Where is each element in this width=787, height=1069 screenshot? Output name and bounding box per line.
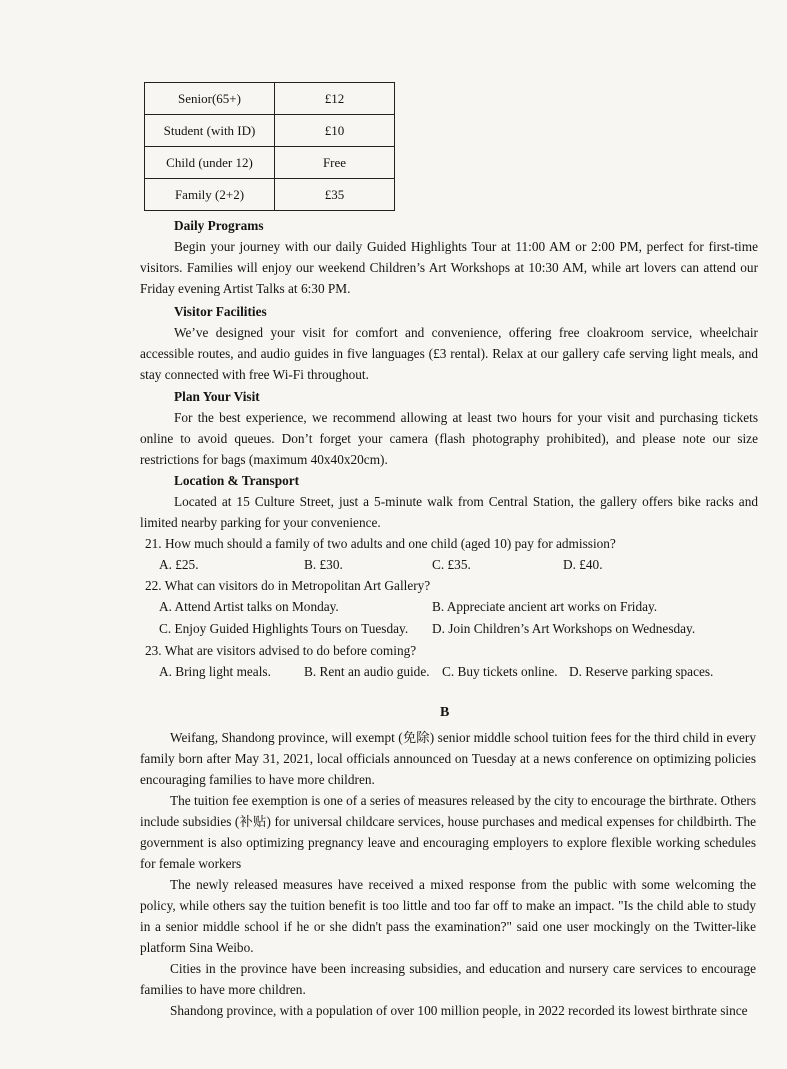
section-b-paragraph: Cities in the province have been increasing subsidies, and education and nursery care services to encourage families to have more children. [140, 961, 756, 997]
price-value: £12 [275, 83, 395, 115]
location-heading: Location & Transport [174, 473, 300, 488]
daily-programs-text: Begin your journey with our daily Guided Highlights Tour at 11:00 AM or 2:00 PM, perfect for first-time visitors. Families will enjoy our weekend Children’s Art Workshops at 10:30 AM, while art lovers can attend our Friday evening Artist Talks at 6:30 PM. [140, 239, 758, 296]
section-b-paragraph: The newly released measures have received a mixed response from the public with some welcoming the policy, while others say the tuition benefit is too little and too far off to make an impact. "Is the child able to study in a senior middle school if he or she didn't pass the examination?" said one user mockingly on the Twitter-like platform Sina Weibo. [140, 877, 756, 955]
section-b-paragraph: Shandong province, with a population of over 100 million people, in 2022 recorded its lowest birthrate since [170, 1003, 748, 1018]
visitor-facilities-heading: Visitor Facilities [174, 304, 267, 319]
location-body [140, 491, 758, 533]
section-b-paragraph: The tuition fee exemption is one of a series of measures released by the city to encourage the birthrate. Others include subsidies (补贴) for universal childcare services, house purchases and medical expenses for childbirth. The government is also optimizing pregnancy leave and encouraging employers to explore flexible working schedules for female workers [140, 793, 756, 871]
location-text: Located at 15 Culture Street, just a 5-minute walk from Central Station, the gallery offers bike racks and limited nearby parking for your convenience. [140, 494, 758, 530]
option-22-a[interactable]: A. Attend Artist talks on Monday. [159, 599, 339, 614]
option-23-a[interactable]: A. Bring light meals. [159, 664, 271, 679]
question-23: 23. What are visitors advised to do before coming? [145, 643, 417, 658]
section-b-label: B [440, 705, 450, 720]
price-category: Student (with ID) [145, 115, 275, 147]
option-22-d[interactable]: D. Join Children’s Art Workshops on Wednesday. [432, 621, 696, 636]
table-row [145, 83, 395, 115]
price-category: Family (2+2) [145, 179, 275, 211]
option-23-c[interactable]: C. Buy tickets online. [442, 664, 558, 679]
table-row [145, 147, 395, 179]
price-category: Child (under 12) [145, 147, 275, 179]
section-b-body [140, 727, 756, 1021]
option-22-c[interactable]: C. Enjoy Guided Highlights Tours on Tuesday. [159, 621, 409, 636]
option-22-b[interactable]: B. Appreciate ancient art works on Friday. [432, 599, 658, 614]
plan-visit-heading: Plan Your Visit [174, 389, 260, 404]
question-22: 22. What can visitors do in Metropolitan Art Gallery? [145, 578, 431, 593]
option-21-d[interactable]: D. £40. [563, 557, 603, 572]
price-value: £10 [275, 115, 395, 147]
price-table [144, 82, 395, 211]
visitor-facilities-text: We’ve designed your visit for comfort and convenience, offering free cloakroom service, wheelchair accessible routes, and audio guides in five languages (£3 rental). Relax at our gallery cafe serving light meals, and stay connected with free Wi-Fi throughout. [140, 325, 758, 382]
price-category: Senior(65+) [145, 83, 275, 115]
price-value: Free [275, 147, 395, 179]
section-b-paragraph: Weifang, Shandong province, will exempt (免除) senior middle school tuition fees for the third child in every family born after May 31, 2021, local officials announced on Tuesday at a news conference on optimizing policies encouraging families to have more children. [140, 730, 756, 787]
table-row [145, 115, 395, 147]
option-21-c[interactable]: C. £35. [432, 557, 471, 572]
table-row [145, 179, 395, 211]
question-21: 21. How much should a family of two adults and one child (aged 10) pay for admission? [145, 536, 616, 551]
daily-programs-heading: Daily Programs [174, 218, 264, 233]
option-21-a[interactable]: A. £25. [159, 557, 199, 572]
plan-visit-body [140, 407, 758, 470]
visitor-facilities-body [140, 322, 758, 385]
daily-programs-body [140, 236, 758, 299]
option-23-b[interactable]: B. Rent an audio guide. [304, 664, 430, 679]
option-21-b[interactable]: B. £30. [304, 557, 343, 572]
plan-visit-text: For the best experience, we recommend allowing at least two hours for your visit and purchasing tickets online to avoid queues. Don’t forget your camera (flash photography prohibited), and please note our size restrictions for bags (maximum 40x40x20cm). [140, 410, 758, 467]
option-23-d[interactable]: D. Reserve parking spaces. [569, 664, 714, 679]
price-value: £35 [275, 179, 395, 211]
